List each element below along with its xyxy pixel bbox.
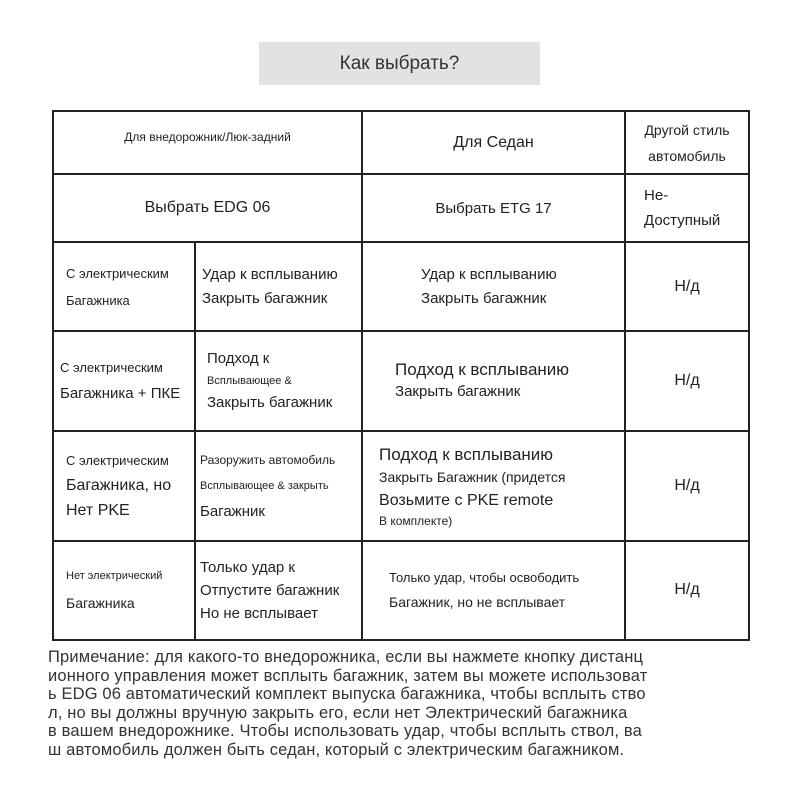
row-label-line: Багажника bbox=[66, 595, 135, 612]
sedan-cell bbox=[362, 431, 625, 541]
suv-line: Отпустите багажник bbox=[200, 581, 340, 599]
other-cell: Н/д bbox=[625, 242, 749, 331]
header-sedan: Для Седан bbox=[362, 111, 625, 174]
suv-line: Но не всплывает bbox=[200, 604, 318, 622]
row-label-line: С электрическим bbox=[66, 265, 169, 281]
sedan-line: Только удар, чтобы освободить bbox=[389, 570, 580, 586]
row-label-line: С электрическим bbox=[60, 359, 163, 375]
footnote-line: ш автомобиль должен быть седан, который с электрическим багажником. bbox=[48, 740, 625, 759]
table-row bbox=[53, 242, 749, 331]
suv-cell bbox=[195, 331, 362, 430]
header-other-line1: Другой стиль bbox=[644, 121, 730, 138]
table-row bbox=[53, 431, 749, 541]
footnote-line: ионного управления может всплыть багажник, затем вы можете использоват bbox=[48, 666, 648, 685]
row-label-line: Нет PKE bbox=[66, 502, 130, 520]
suv-cell bbox=[195, 431, 362, 541]
footnote-line: в вашем внедорожнике. Чтобы использовать удар, чтобы всплыть ствол, ва bbox=[48, 722, 642, 741]
suv-cell bbox=[195, 541, 362, 640]
sedan-line: Подход к всплыванию bbox=[379, 444, 554, 464]
sedan-line: Закрыть Багажник (придется bbox=[379, 468, 566, 485]
footnote-line: Примечание: для какого-то внедорожника, если вы нажмете кнопку дистанц bbox=[48, 648, 644, 666]
suv-line: Только удар к bbox=[200, 558, 295, 576]
other-cell: Н/д bbox=[625, 541, 749, 640]
suv-line: Всплывающее & bbox=[207, 374, 292, 387]
comparison-table bbox=[52, 110, 750, 641]
row-label-line: Багажника, но bbox=[66, 477, 172, 495]
sedan-line: Багажник, но не всплывает bbox=[389, 594, 566, 611]
row-label-line: Багажника + ПКЕ bbox=[60, 384, 181, 402]
sedan-line: Возьмите с PKE remote bbox=[379, 491, 554, 509]
sedan-line: Закрыть багажник bbox=[395, 382, 521, 400]
suv-line: Всплывающее & закрыть bbox=[200, 479, 329, 492]
choose-sedan: Выбрать ETG 17 bbox=[362, 174, 625, 242]
page-title: Как выбрать? bbox=[259, 42, 540, 85]
choose-other-line2: Доступный bbox=[644, 212, 721, 230]
table-row bbox=[53, 541, 749, 640]
suv-line: Подход к bbox=[207, 349, 270, 367]
choose-other-line1: Не- bbox=[644, 187, 669, 205]
row-label bbox=[53, 331, 195, 430]
suv-line: Удар к всплыванию bbox=[202, 265, 338, 283]
sedan-line: Подход к всплыванию bbox=[395, 359, 570, 379]
row-label-line: Багажника bbox=[66, 292, 130, 308]
row-label-line: С электрическим bbox=[66, 453, 169, 469]
sedan-line: Закрыть багажник bbox=[421, 289, 547, 307]
header-suv: Для внедорожник/Люк-задний bbox=[53, 111, 362, 174]
header-row bbox=[53, 111, 749, 174]
header-other-line2: автомобиль bbox=[648, 147, 726, 164]
footnote-line: ь EDG 06 автоматический комплект выпуска багажника, чтобы всплыть ство bbox=[48, 685, 646, 704]
suv-line: Закрыть багажник bbox=[207, 393, 333, 411]
choose-row bbox=[53, 174, 749, 242]
choose-other bbox=[625, 174, 749, 242]
sedan-cell bbox=[362, 541, 625, 640]
sedan-cell bbox=[362, 242, 625, 331]
row-label bbox=[53, 242, 195, 331]
suv-line: Закрыть багажник bbox=[202, 289, 328, 307]
footnote-line: л, но вы должны вручную закрыть его, если нет Электрический багажника bbox=[48, 703, 628, 722]
other-cell: Н/д bbox=[625, 331, 749, 430]
sedan-line: Удар к всплыванию bbox=[421, 265, 557, 283]
footnote bbox=[48, 648, 760, 760]
suv-line: Разоружить автомобиль bbox=[200, 452, 336, 467]
suv-cell bbox=[195, 242, 362, 331]
row-label-line: Нет электрический bbox=[66, 570, 163, 583]
row-label bbox=[53, 431, 195, 541]
header-other bbox=[625, 111, 749, 174]
sedan-line: В комплекте) bbox=[379, 513, 453, 528]
other-cell: Н/д bbox=[625, 431, 749, 541]
suv-line: Багажник bbox=[200, 502, 265, 520]
row-label bbox=[53, 541, 195, 640]
sedan-cell bbox=[362, 331, 625, 430]
choose-suv: Выбрать EDG 06 bbox=[53, 174, 362, 242]
table-row bbox=[53, 331, 749, 430]
